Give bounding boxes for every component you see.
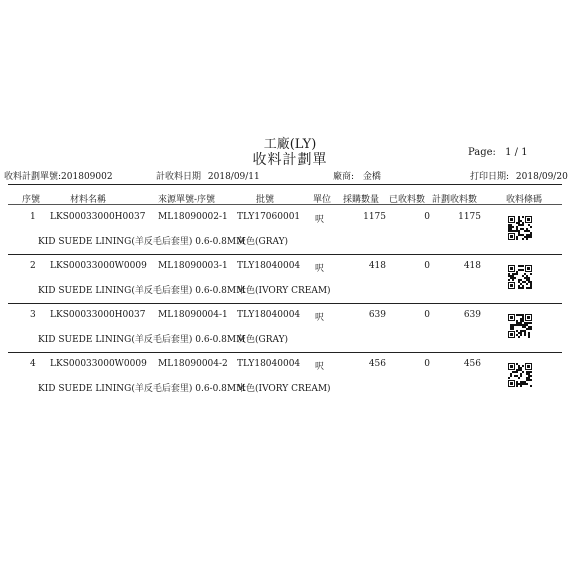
- page-number: [468, 147, 528, 158]
- row-source-order: ML18090003-1: [158, 261, 228, 271]
- row-color: 灰色(GRAY): [237, 335, 289, 345]
- col-source-order: 來源單號-序號: [158, 195, 216, 205]
- row-received-qty: 0: [424, 310, 430, 320]
- row-received-qty: 0: [424, 212, 430, 222]
- row-material-code: LKS00033000H0037: [50, 212, 146, 222]
- row-divider: [8, 254, 562, 255]
- row-source-order: ML18090002-1: [158, 212, 228, 222]
- row-material-code: LKS00033000W0009: [50, 261, 147, 271]
- row-purchase-qty: 1175: [363, 212, 386, 222]
- row-purchase-qty: 639: [368, 310, 386, 320]
- row-planned-qty: 418: [463, 261, 481, 271]
- row-divider: [8, 352, 562, 353]
- row-planned-qty: 1175: [458, 212, 481, 222]
- row-unit: 呎: [315, 362, 325, 372]
- qr-code-icon: [508, 363, 532, 387]
- header-top-rule: [8, 184, 562, 185]
- col-material-name: 材料名稱: [70, 195, 107, 205]
- row-unit: 呎: [315, 215, 325, 225]
- row-divider: [8, 303, 562, 304]
- col-received-qty: 已收料數: [389, 195, 426, 205]
- row-source-order: ML18090004-2: [158, 359, 228, 369]
- header-bottom-rule: [8, 204, 562, 205]
- row-purchase-qty: 418: [368, 261, 386, 271]
- row-purchase-qty: 456: [368, 359, 386, 369]
- row-received-qty: 0: [424, 359, 430, 369]
- report-title: 收料計劃單: [252, 152, 328, 168]
- factory-title: 工廠(LY): [263, 137, 317, 152]
- col-planned-qty: 計劃收料數: [432, 195, 478, 205]
- row-batch: TLY18040004: [237, 310, 301, 320]
- row-seq: 3: [30, 310, 36, 320]
- row-color: 米色(IVORY CREAM): [237, 286, 331, 296]
- row-color: 灰色(GRAY): [237, 237, 289, 247]
- page-label: Page:: [468, 147, 496, 158]
- row-description: KID SUEDE LINING(羊反毛后套里) 0.6-0.8MM: [38, 384, 246, 394]
- row-unit: 呎: [315, 313, 325, 323]
- row-planned-qty: 456: [463, 359, 481, 369]
- row-seq: 2: [30, 261, 36, 271]
- col-batch: 批號: [256, 195, 275, 205]
- row-description: KID SUEDE LINING(羊反毛后套里) 0.6-0.8MM: [38, 335, 246, 345]
- row-unit: 呎: [315, 264, 325, 274]
- vendor: 廠商: 金橋: [333, 172, 381, 182]
- row-seq: 4: [30, 359, 36, 369]
- print-date: 打印日期: 2018/09/20: [470, 172, 568, 182]
- row-description: KID SUEDE LINING(羊反毛后套里) 0.6-0.8MM: [38, 237, 246, 247]
- row-material-code: LKS00033000W0009: [50, 359, 147, 369]
- qr-code-icon: [508, 265, 532, 289]
- col-purchase-qty: 採購數量: [343, 195, 380, 205]
- row-description: KID SUEDE LINING(羊反毛后套里) 0.6-0.8MM: [38, 286, 246, 296]
- row-material-code: LKS00033000H0037: [50, 310, 146, 320]
- qr-code-icon: [508, 216, 532, 240]
- page-value: 1 / 1: [505, 147, 528, 158]
- row-seq: 1: [30, 212, 36, 222]
- row-planned-qty: 639: [463, 310, 481, 320]
- row-batch: TLY18040004: [237, 261, 301, 271]
- row-batch: TLY17060001: [237, 212, 301, 222]
- row-source-order: ML18090004-1: [158, 310, 228, 320]
- plan-number: 收料計劃單號:201809002: [4, 172, 113, 182]
- col-seq: 序號: [22, 195, 41, 205]
- col-unit: 單位: [313, 195, 332, 205]
- row-batch: TLY18040004: [237, 359, 301, 369]
- row-received-qty: 0: [424, 261, 430, 271]
- col-barcode: 收料條碼: [506, 195, 543, 205]
- qr-code-icon: [508, 314, 532, 338]
- row-color: 米色(IVORY CREAM): [237, 384, 331, 394]
- plan-date: 計收料日期 2018/09/11: [156, 172, 260, 182]
